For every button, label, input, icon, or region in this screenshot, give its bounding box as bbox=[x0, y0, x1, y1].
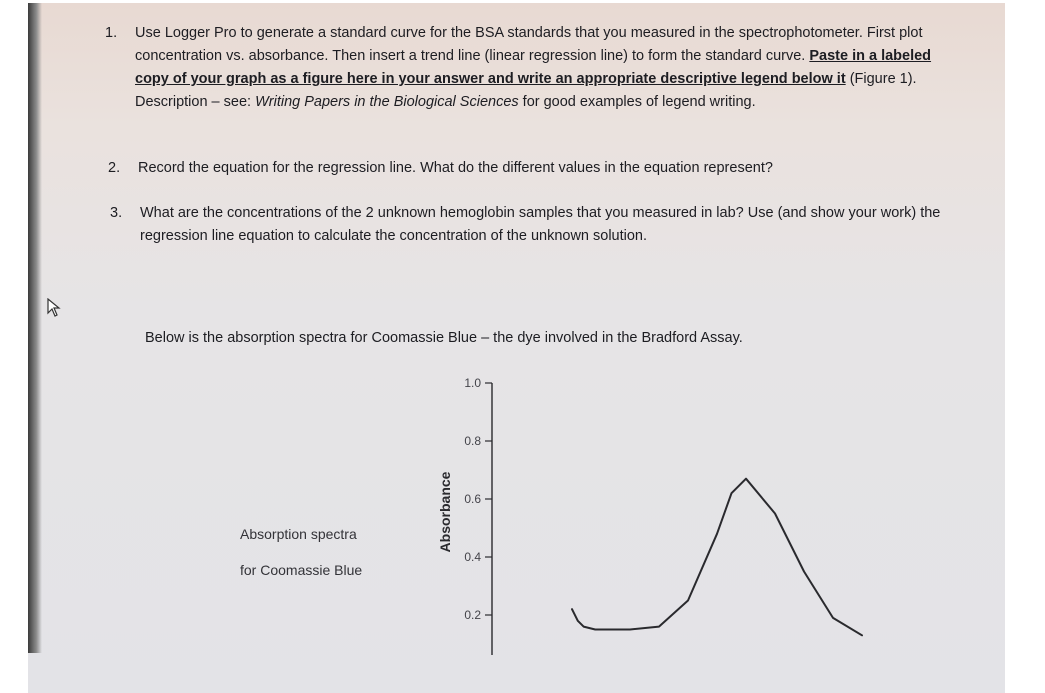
y-tick-label: 0.4 bbox=[464, 550, 481, 564]
spectrum-side-label: for Coomassie Blue bbox=[240, 562, 363, 578]
y-axis-label: Absorbance bbox=[437, 471, 453, 553]
question-number: 3. bbox=[110, 205, 123, 221]
book-title: Writing Papers in the Biological Sciences bbox=[255, 94, 519, 110]
emphasized-instruction: Paste in a labeled copy of your graph as a figure here in your answer and write an appropriate descriptive legend below it bbox=[135, 48, 932, 87]
question-text: Record the equation for the regression line. What do the different values in the equation represent? bbox=[138, 160, 773, 176]
spectrum-caption: Below is the absorption spectra for Coomassie Blue – the dye involved in the Bradford Assay. bbox=[145, 330, 743, 346]
question-number: 2. bbox=[108, 160, 121, 176]
spectrum-curve bbox=[572, 479, 862, 636]
mouse-pointer-icon bbox=[47, 298, 63, 318]
question-number: 1. bbox=[105, 25, 118, 41]
question-text: Use Logger Pro to generate a standard curve for the BSA standards that you measured in the spectrophotometer. First plot concentration vs. absorbance. Then insert a trend line (linear regression line) to form the standard curve. Paste in a labeled copy of your graph as a figure here in your answer and write an appropriate descriptive legend below it (Figure 1). Description – see: Writing Papers in the Biological Sciences for good examples of legend writing. bbox=[135, 25, 932, 110]
question-text: What are the concentrations of the 2 unknown hemoglobin samples that you measured in lab? Use (and show your work) the regression line equation to calculate the concentration of the unknown solution. bbox=[140, 205, 941, 244]
y-tick-label: 0.8 bbox=[464, 434, 481, 448]
spectrum-side-label: Absorption spectra bbox=[240, 526, 357, 542]
page-shadow-edge bbox=[28, 3, 42, 653]
y-tick-label: 0.2 bbox=[464, 608, 481, 622]
absorption-spectrum-chart bbox=[420, 370, 880, 660]
y-tick-label: 0.6 bbox=[464, 492, 481, 506]
y-tick-label: 1.0 bbox=[464, 376, 481, 390]
